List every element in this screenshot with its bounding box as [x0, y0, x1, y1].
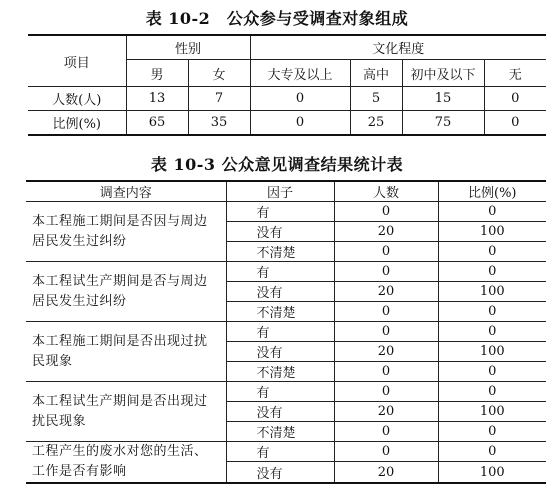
cell: 0 [484, 87, 546, 111]
count: 20 [334, 342, 438, 362]
cell: 75 [402, 111, 484, 136]
factor: 有 [226, 382, 334, 402]
cell: 15 [402, 87, 484, 111]
factor: 没有 [226, 462, 334, 483]
gender-header: 性别 [126, 35, 250, 60]
factor: 不清楚 [226, 242, 334, 262]
ratio: 100 [438, 342, 546, 362]
factor: 有 [226, 442, 334, 462]
count: 20 [334, 462, 438, 483]
count: 0 [334, 262, 438, 282]
survey-question: 本工程试生产期间是否出现过扰民现象 [26, 382, 226, 442]
factor: 没有 [226, 222, 334, 242]
count: 0 [334, 242, 438, 262]
factor: 有 [226, 202, 334, 222]
table-row [26, 262, 546, 282]
count: 0 [334, 322, 438, 342]
header-count: 人数 [334, 181, 438, 202]
item-header: 项目 [28, 35, 126, 87]
factor: 不清楚 [226, 422, 334, 442]
ratio: 100 [438, 222, 546, 242]
table-row [28, 87, 546, 111]
factor: 没有 [226, 402, 334, 422]
header-content: 调查内容 [26, 181, 226, 202]
cell: 65 [126, 111, 188, 136]
count: 0 [334, 442, 438, 462]
survey-question: 本工程施工期间是否因与周边居民发生过纠纷 [26, 202, 226, 262]
count: 20 [334, 282, 438, 302]
count: 20 [334, 222, 438, 242]
cell: 0 [484, 111, 546, 136]
table-row [26, 202, 546, 222]
ratio: 100 [438, 282, 546, 302]
column-header: 初中及以下 [402, 60, 484, 87]
ratio: 0 [438, 262, 546, 282]
table-row [28, 111, 546, 136]
count: 0 [334, 362, 438, 382]
row-label: 人数(人) [28, 87, 126, 111]
cell: 5 [350, 87, 402, 111]
column-header: 女 [188, 60, 250, 87]
column-header: 大专及以上 [250, 60, 350, 87]
factor: 没有 [226, 342, 334, 362]
column-header: 男 [126, 60, 188, 87]
column-header: 无 [484, 60, 546, 87]
ratio: 0 [438, 382, 546, 402]
respondent-composition-table [28, 34, 546, 136]
ratio: 0 [438, 362, 546, 382]
survey-question: 工程产生的废水对您的生活、工作是否有影响 [26, 442, 226, 484]
row-label: 比例(%) [28, 111, 126, 136]
ratio: 0 [438, 242, 546, 262]
ratio: 100 [438, 462, 546, 483]
count: 0 [334, 382, 438, 402]
cell: 0 [250, 111, 350, 136]
factor: 不清楚 [226, 362, 334, 382]
survey-results-table [26, 180, 546, 484]
column-header: 高中 [350, 60, 402, 87]
ratio: 0 [438, 442, 546, 462]
factor: 没有 [226, 282, 334, 302]
factor: 有 [226, 322, 334, 342]
cell: 7 [188, 87, 250, 111]
cell: 35 [188, 111, 250, 136]
ratio: 0 [438, 322, 546, 342]
table-row [26, 322, 546, 342]
cell: 13 [126, 87, 188, 111]
table-row [26, 442, 546, 462]
cell: 0 [250, 87, 350, 111]
ratio: 0 [438, 422, 546, 442]
factor: 有 [226, 262, 334, 282]
factor: 不清楚 [226, 302, 334, 322]
ratio: 100 [438, 402, 546, 422]
survey-question: 本工程试生产期间是否与周边居民发生过纠纷 [26, 262, 226, 322]
header-factor: 因子 [226, 181, 334, 202]
ratio: 0 [438, 202, 546, 222]
survey-question: 本工程施工期间是否出现过扰民现象 [26, 322, 226, 382]
table-10-2-title: 表 10-2 公众参与受调查对象组成 [145, 9, 409, 28]
count: 0 [334, 302, 438, 322]
education-header: 文化程度 [250, 35, 546, 60]
table-10-3-title: 表 10-3 公众意见调查结果统计表 [150, 155, 404, 174]
count: 0 [334, 422, 438, 442]
header-ratio: 比例(%) [438, 181, 546, 202]
table-row [26, 382, 546, 402]
count: 20 [334, 402, 438, 422]
cell: 25 [350, 111, 402, 136]
ratio: 0 [438, 302, 546, 322]
count: 0 [334, 202, 438, 222]
